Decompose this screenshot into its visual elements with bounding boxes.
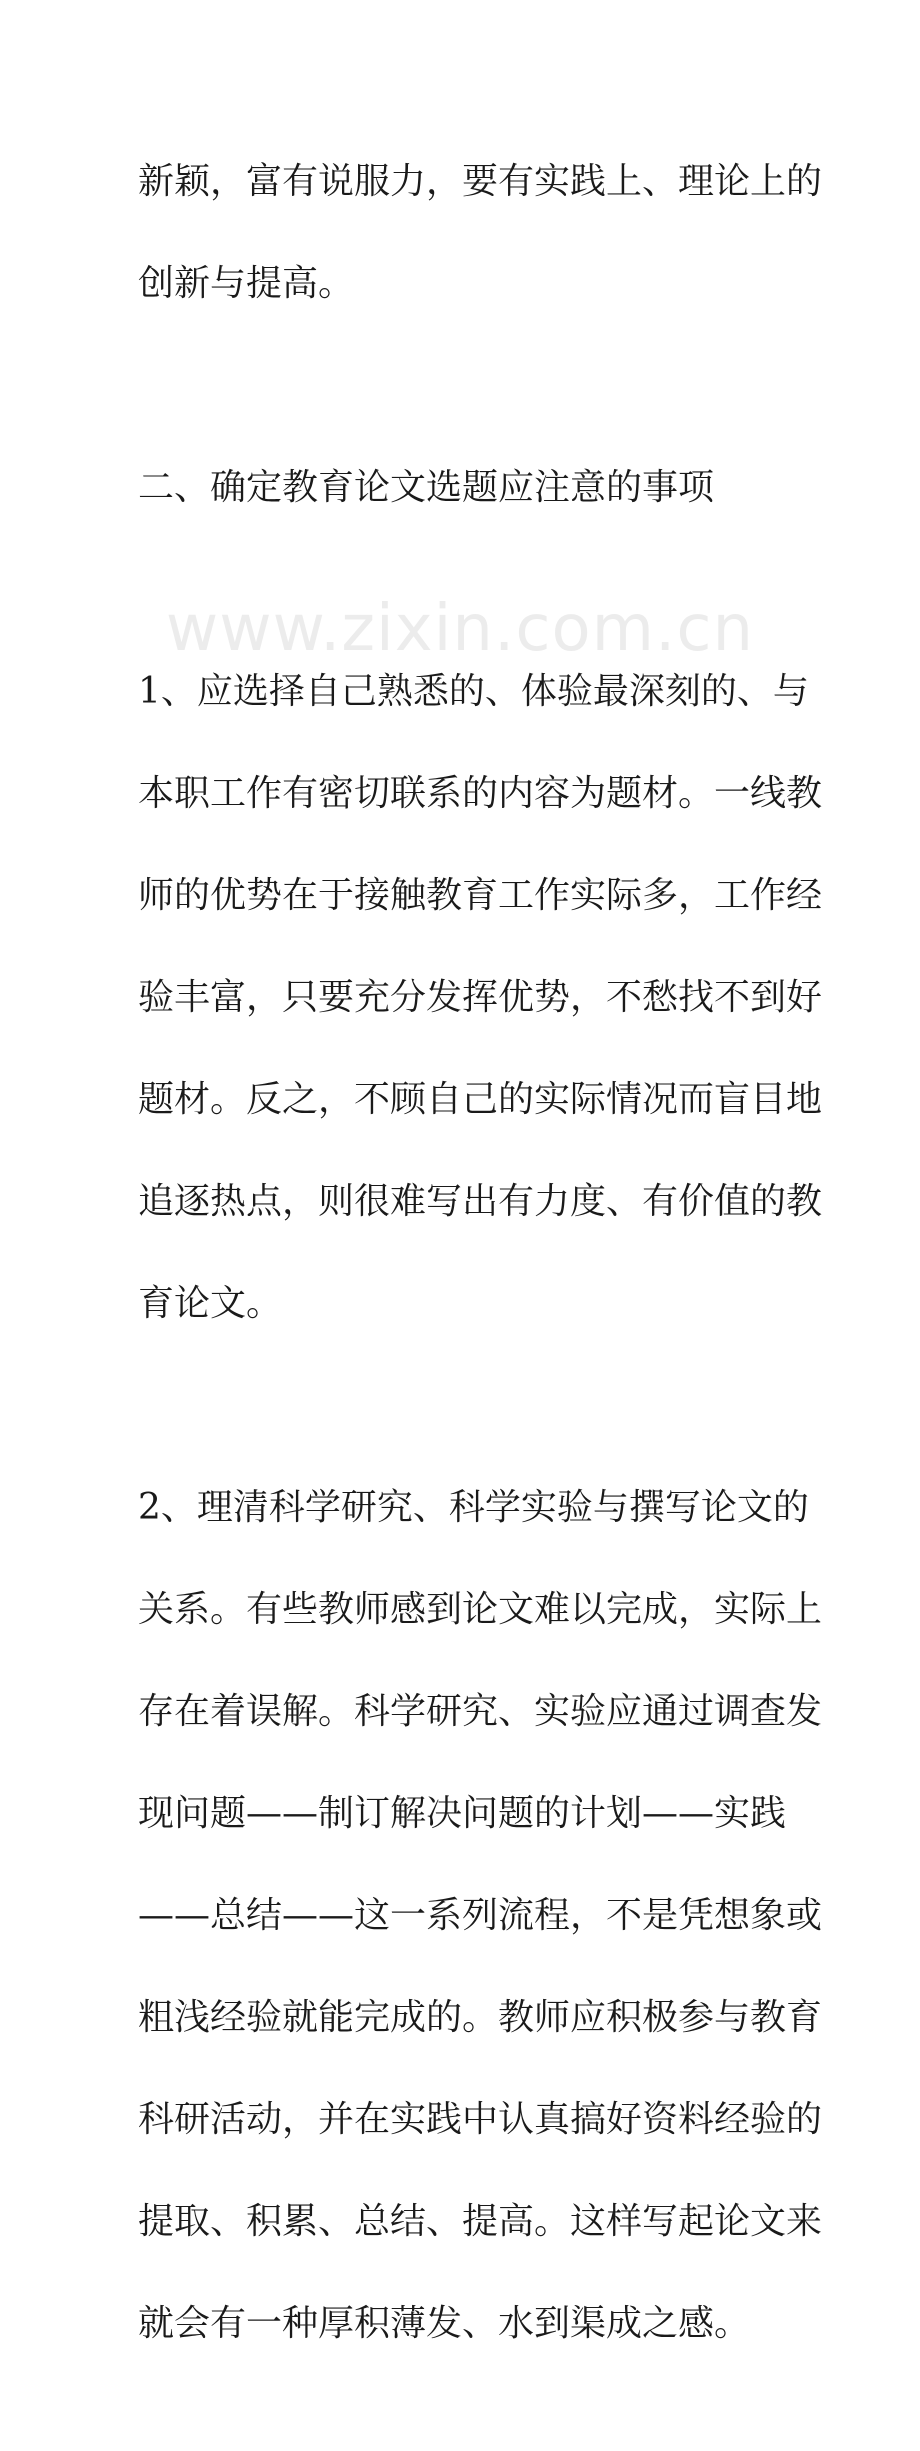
text-line: 关系。有些教师感到论文难以完成，实际上 bbox=[138, 1589, 823, 1630]
paragraph-point-1 bbox=[138, 615, 823, 1380]
text-line: 提取、积累、总结、提高。这样写起论文来 bbox=[138, 2201, 823, 2242]
text-line: 追逐热点，则很难写出有力度、有价值的教 bbox=[138, 1181, 823, 1222]
text-line: 存在着误解。科学研究、实验应通过调查发 bbox=[138, 1691, 823, 1732]
text-line: 就会有一种厚积薄发、水到渠成之感。 bbox=[138, 2303, 751, 2344]
paragraph-continuation bbox=[138, 105, 823, 360]
heading-line: 二、确定教育论文选题应注意的事项 bbox=[138, 467, 715, 508]
text-line: 2、理清科学研究、科学实验与撰写论文的 bbox=[138, 1487, 809, 1528]
text-line: 1、应选择自己熟悉的、体验最深刻的、与 bbox=[138, 671, 809, 712]
text-line: 创新与提高。 bbox=[138, 263, 355, 304]
text-line: 粗浅经验就能完成的。教师应积极参与教育 bbox=[138, 1997, 823, 2038]
text-line: 师的优势在于接触教育工作实际多，工作经 bbox=[138, 875, 823, 916]
text-line: 题材。反之，不顾自己的实际情况而盲目地 bbox=[138, 1079, 823, 1120]
text-line: 科研活动，并在实践中认真搞好资料经验的 bbox=[138, 2099, 823, 2140]
section-heading bbox=[138, 411, 788, 564]
text-line: ——总结——这一系列流程，不是凭想象或 bbox=[138, 1895, 823, 1936]
text-line: 新颖，富有说服力，要有实践上、理论上的 bbox=[138, 161, 823, 202]
paragraph-point-2 bbox=[138, 1431, 823, 2400]
text-line: 验丰富，只要充分发挥优势，不愁找不到好 bbox=[138, 977, 823, 1018]
text-line: 本职工作有密切联系的内容为题材。一线教 bbox=[138, 773, 823, 814]
document-body bbox=[138, 105, 823, 2451]
watermark: www.zixin.com.cn bbox=[165, 592, 755, 666]
text-line: 育论文。 bbox=[138, 1283, 283, 1324]
text-line: 现问题——制订解决问题的计划——实践 bbox=[138, 1793, 787, 1834]
